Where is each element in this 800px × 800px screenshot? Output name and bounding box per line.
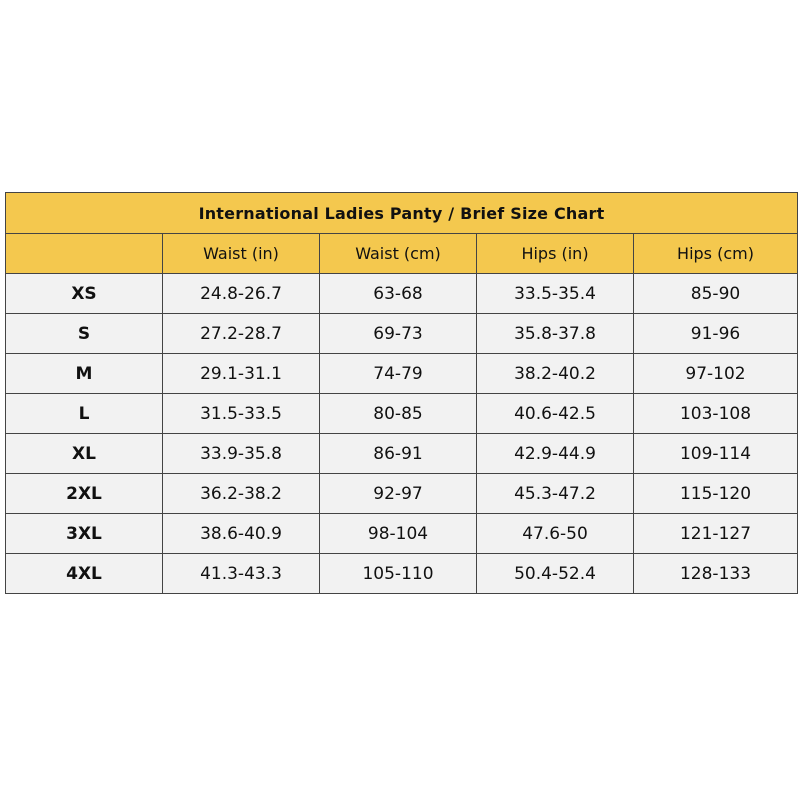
- waist-in-cell: 31.5-33.5: [163, 394, 320, 434]
- waist-cm-cell: 63-68: [320, 274, 477, 314]
- size-label: XL: [6, 434, 163, 474]
- table-row: [6, 314, 798, 354]
- table-row: [6, 354, 798, 394]
- waist-cm-cell: 69-73: [320, 314, 477, 354]
- waist-in-cell: 36.2-38.2: [163, 474, 320, 514]
- hips-in-cell: 33.5-35.4: [477, 274, 634, 314]
- table-row: [6, 394, 798, 434]
- waist-cm-cell: 105-110: [320, 554, 477, 594]
- table-row: [6, 554, 798, 594]
- waist-cm-cell: 74-79: [320, 354, 477, 394]
- table-row: [6, 274, 798, 314]
- size-chart-table: [5, 192, 798, 594]
- hips-cm-cell: 109-114: [634, 434, 798, 474]
- hips-cm-cell: 115-120: [634, 474, 798, 514]
- size-label: M: [6, 354, 163, 394]
- table-row: [6, 514, 798, 554]
- hips-cm-cell: 91-96: [634, 314, 798, 354]
- size-label: 3XL: [6, 514, 163, 554]
- column-header-hips-in: Hips (in): [477, 234, 634, 274]
- column-header-size: [6, 234, 163, 274]
- table-row: [6, 474, 798, 514]
- waist-in-cell: 29.1-31.1: [163, 354, 320, 394]
- hips-in-cell: 45.3-47.2: [477, 474, 634, 514]
- size-label: S: [6, 314, 163, 354]
- size-label: 2XL: [6, 474, 163, 514]
- waist-in-cell: 27.2-28.7: [163, 314, 320, 354]
- hips-in-cell: 38.2-40.2: [477, 354, 634, 394]
- column-header-row: [6, 234, 798, 274]
- waist-cm-cell: 92-97: [320, 474, 477, 514]
- waist-in-cell: 33.9-35.8: [163, 434, 320, 474]
- hips-in-cell: 47.6-50: [477, 514, 634, 554]
- column-header-hips-cm: Hips (cm): [634, 234, 798, 274]
- waist-in-cell: 41.3-43.3: [163, 554, 320, 594]
- size-label: XS: [6, 274, 163, 314]
- hips-cm-cell: 103-108: [634, 394, 798, 434]
- waist-cm-cell: 80-85: [320, 394, 477, 434]
- waist-cm-cell: 98-104: [320, 514, 477, 554]
- hips-cm-cell: 121-127: [634, 514, 798, 554]
- table-row: [6, 434, 798, 474]
- size-label: 4XL: [6, 554, 163, 594]
- hips-in-cell: 40.6-42.5: [477, 394, 634, 434]
- hips-cm-cell: 128-133: [634, 554, 798, 594]
- hips-in-cell: 50.4-52.4: [477, 554, 634, 594]
- hips-cm-cell: 97-102: [634, 354, 798, 394]
- hips-in-cell: 35.8-37.8: [477, 314, 634, 354]
- column-header-waist-cm: Waist (cm): [320, 234, 477, 274]
- hips-cm-cell: 85-90: [634, 274, 798, 314]
- chart-title: International Ladies Panty / Brief Size Chart: [6, 193, 798, 234]
- waist-in-cell: 24.8-26.7: [163, 274, 320, 314]
- size-label: L: [6, 394, 163, 434]
- waist-cm-cell: 86-91: [320, 434, 477, 474]
- waist-in-cell: 38.6-40.9: [163, 514, 320, 554]
- hips-in-cell: 42.9-44.9: [477, 434, 634, 474]
- column-header-waist-in: Waist (in): [163, 234, 320, 274]
